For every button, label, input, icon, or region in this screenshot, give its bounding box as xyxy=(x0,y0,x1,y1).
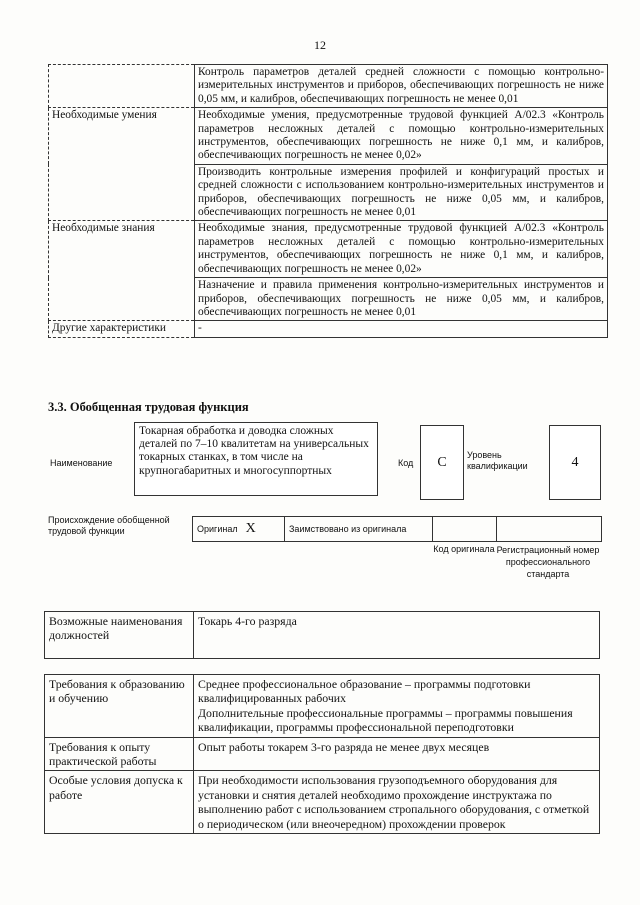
other-value: - xyxy=(195,321,608,337)
experience-value: Опыт работы токарем 3-го разряда не менее двух месяцев xyxy=(194,737,600,771)
original-cell xyxy=(193,517,285,541)
original-code-cell xyxy=(433,517,497,541)
positions-value: Токарь 4-го разряда xyxy=(194,612,600,659)
borrowed-label: Заимствовано из оригинала xyxy=(289,524,407,534)
education-item: Дополнительные профессиональные программы – программы повышения квалификации, программы профессиональной переподготовки xyxy=(198,705,573,735)
knowledge-label: Необходимые знания xyxy=(49,221,195,321)
knowledge-item: Назначение и правила применения контрольно-измерительных инструментов и приборов, обеспечивающих погрешность не ниже 0,05 мм, и калибров, обеспечивающих погрешность не менее 0,01 xyxy=(195,278,608,321)
reg-num-caption: Регистрационный номер профессионального стандарта xyxy=(496,545,600,579)
section-title: 3.3. Обобщенная трудовая функция xyxy=(48,400,249,414)
table-row xyxy=(49,108,608,165)
code-value: C xyxy=(420,425,464,500)
continued-text-cell: Контроль параметров деталей средней сложности с помощью контрольно-измерительных инструментов и приборов, обеспечивающих погрешность не ниже 0,05 мм, и калибров, обеспечивающих погрешность не менее 0,01 xyxy=(195,65,608,108)
reg-number-cell xyxy=(497,517,601,541)
skills-item: Необходимые умения, предусмотренные трудовой функцией А/02.3 «Контроль параметров несложных деталей с помощью контрольно-измерительных инструментов, обеспечивающих погрешность не ниже 0,1 мм, и калибров, обеспечивающих погрешность не менее 0,02» xyxy=(195,108,608,165)
original-label: Оригинал xyxy=(197,524,238,534)
table-row xyxy=(45,737,600,771)
knowledge-item: Необходимые знания, предусмотренные трудовой функцией А/02.3 «Контроль параметров несложных деталей с помощью контрольно-измерительных инструментов, обеспечивающих погрешность не ниже 0,1 мм, и калибров, обеспечивающих погрешность не менее 0,02» xyxy=(195,221,608,278)
table-row xyxy=(49,321,608,337)
positions-label: Возможные наименования должностей xyxy=(45,612,194,659)
skills-item: Производить контрольные измерения профилей и конфигураций простых и средней сложности с использованием контрольно-измерительных инструментов и приборов, обеспечивающих погрешность не ниже 0,05 мм, и калибров, обеспечивающих погрешность не менее 0,01 xyxy=(195,164,608,221)
page-number: 12 xyxy=(314,38,326,52)
other-label: Другие характеристики xyxy=(49,321,195,337)
empty-label-cell xyxy=(49,65,195,108)
name-label: Наименование xyxy=(50,458,113,468)
experience-label: Требования к опыту практической работы xyxy=(45,737,194,771)
education-label: Требования к образованию и обучению xyxy=(45,675,194,738)
requirements-table xyxy=(44,674,600,834)
table-row xyxy=(45,771,600,834)
table-row xyxy=(49,65,608,108)
education-value xyxy=(194,675,600,738)
orig-code-caption: Код оригинала xyxy=(433,544,495,554)
borrowed-cell xyxy=(285,517,433,541)
origin-label: Происхождение обобщенной трудовой функции xyxy=(48,515,170,536)
positions-table xyxy=(44,611,600,659)
level-value: 4 xyxy=(549,425,601,500)
code-label: Код xyxy=(398,458,414,468)
level-label: Уровень квалификации xyxy=(467,450,528,471)
function-name-box: Токарная обработка и доводка сложных деталей по 7–10 квалитетам на универсальных токарных станках, в том числе на крупногабаритных и многосуппортных xyxy=(134,422,378,496)
work-function-details-table xyxy=(48,64,608,338)
special-conditions-value: При необходимости использования грузоподъемного оборудования для установки и снятия деталей необходимо прохождение инструктажа по выполнению работ с использованием стропального оборудования, с отметкой о периодическом (или внеочередном) прохождении проверок xyxy=(194,771,600,834)
original-mark: X xyxy=(245,521,256,536)
origin-row xyxy=(192,516,602,542)
table-row xyxy=(45,612,600,659)
table-row xyxy=(45,675,600,738)
skills-label: Необходимые умения xyxy=(49,108,195,221)
special-conditions-label: Особые условия допуска к работе xyxy=(45,771,194,834)
education-item: Среднее профессиональное образование – программы подготовки квалифицированных рабочих xyxy=(198,677,531,706)
table-row xyxy=(49,221,608,278)
